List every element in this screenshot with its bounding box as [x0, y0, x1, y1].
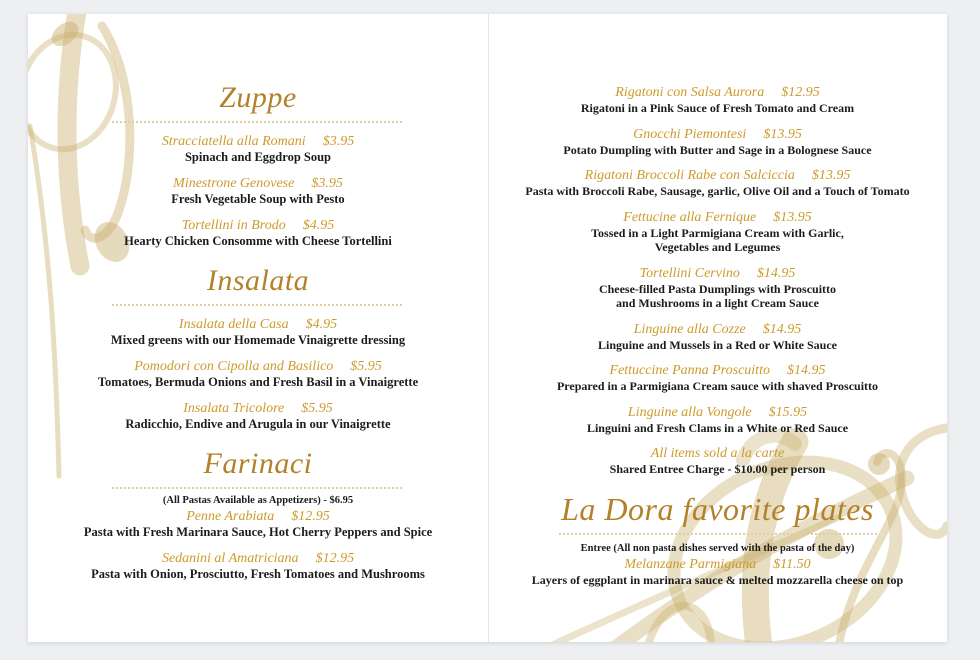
menu-page-right — [489, 14, 946, 642]
menu-item — [489, 84, 946, 116]
item-name: Gnocchi Piemontesi — [633, 126, 747, 142]
menu-item — [28, 508, 488, 540]
item-description-line: Mixed greens with our Homemade Vinaigrette dressing — [110, 333, 406, 347]
item-description — [489, 462, 946, 477]
item-price: $13.95 — [811, 168, 851, 183]
favorites-title: La Dora favorite plates — [561, 490, 874, 527]
item-name: Fettucine alla Fernique — [623, 209, 757, 225]
item-description-line: Hearty Chicken Consomme with Cheese Tortellini — [124, 234, 392, 248]
item-head — [28, 508, 488, 525]
item-name: Penne Arabiata — [186, 509, 275, 524]
menu-item — [28, 316, 488, 348]
item-description-line: Prepared in a Parmigiana Cream sauce with shaved Proscuitto — [556, 379, 879, 393]
menu-item — [489, 445, 946, 477]
section-note: (All Pastas Available as Appetizers) - $6.95 — [162, 495, 354, 506]
item-description-line: Radicchio, Endive and Arugula in our Vinaigrette — [125, 417, 391, 431]
section-items-list — [28, 508, 488, 582]
menu-section — [28, 263, 488, 432]
item-price: $5.95 — [350, 359, 382, 374]
section-divider — [559, 533, 877, 535]
item-description — [28, 150, 488, 165]
menu-item — [489, 126, 946, 158]
item-head — [28, 400, 488, 417]
item-price: $13.95 — [773, 209, 812, 225]
section-divider — [112, 487, 404, 489]
item-price: $14.95 — [762, 321, 802, 337]
item-price: $11.50 — [773, 556, 811, 572]
item-head — [489, 362, 946, 379]
favorites-section — [489, 489, 946, 588]
item-price: $3.95 — [322, 134, 355, 149]
item-description — [28, 192, 488, 207]
item-description — [28, 234, 488, 249]
item-description-line: Fresh Vegetable Soup with Pesto — [171, 192, 345, 206]
item-description-line: Spinach and Eggdrop Soup — [184, 150, 332, 164]
item-head — [489, 404, 946, 421]
section-divider — [112, 304, 404, 306]
menu-item — [489, 265, 946, 311]
item-head — [489, 126, 946, 143]
menu-item — [489, 321, 946, 353]
menu-item — [28, 550, 488, 582]
item-description-line: Linguine and Mussels in a Red or White Sauce — [598, 337, 837, 352]
item-name: Insalata Tricolore — [183, 401, 285, 416]
item-description — [489, 573, 946, 588]
item-description-line: Pasta with Broccoli Rabe, Sausage, garlic, Olive Oil and a Touch of Tomato — [525, 184, 910, 198]
item-description — [28, 567, 488, 582]
item-head — [489, 209, 946, 226]
item-description — [489, 226, 946, 255]
item-name: Insalata della Casa — [178, 317, 289, 332]
item-head — [489, 167, 946, 184]
section-title: Farinaci — [203, 447, 313, 480]
item-name: All items sold a la carte — [650, 446, 785, 461]
item-head — [28, 175, 488, 192]
menu-item — [28, 217, 488, 249]
menu-document — [28, 14, 947, 642]
item-price: $12.95 — [291, 509, 330, 524]
item-name: Linguine alla Vongole — [627, 404, 752, 420]
section-divider — [112, 121, 404, 123]
section-items-list — [28, 133, 488, 249]
item-price: $14.95 — [786, 363, 826, 378]
menu-item — [489, 167, 946, 199]
item-price: $14.95 — [756, 265, 796, 281]
item-price: $13.95 — [763, 126, 802, 142]
item-description — [489, 184, 946, 199]
section-title: Zuppe — [219, 81, 297, 114]
item-description — [489, 143, 946, 158]
favorites-items-list — [489, 556, 946, 588]
menu-item — [489, 404, 946, 436]
item-description-line: Tomatoes, Bermuda Onions and Fresh Basil in a Vinaigrette — [97, 375, 419, 389]
item-description-line: Pasta with Onion, Prosciutto, Fresh Tomatoes and Mushrooms — [91, 567, 425, 581]
favorites-note: Entree (All non pasta dishes served with the pasta of the day) — [580, 542, 855, 554]
item-name: Stracciatella alla Romani — [161, 134, 306, 149]
item-head — [28, 358, 488, 375]
menu-item — [28, 400, 488, 432]
item-description-line: Vegetables and Legumes — [654, 240, 781, 254]
item-description-line: Potato Dumpling with Butter and Sage in a Bolognese Sauce — [563, 142, 872, 157]
section-items-list — [28, 316, 488, 432]
item-description-line: Shared Entree Charge - $10.00 per person — [609, 462, 826, 476]
menu-item — [28, 358, 488, 390]
item-description-line: Layers of eggplant in marinara sauce & melted mozzarella cheese on top — [531, 572, 904, 587]
menu-section — [28, 446, 488, 582]
item-head — [489, 445, 946, 462]
menu-item — [489, 209, 946, 255]
item-head — [489, 556, 946, 573]
item-name: Melanzane Parmigiana — [624, 556, 757, 572]
item-name: Linguine alla Cozze — [633, 321, 746, 337]
item-head — [28, 316, 488, 333]
item-description — [489, 338, 946, 353]
item-description — [489, 282, 946, 311]
item-price: $3.95 — [311, 176, 343, 191]
item-description-line: Linguini and Fresh Clams in a White or Red Sauce — [586, 420, 849, 435]
menu-item — [489, 556, 946, 588]
item-price: $15.95 — [768, 404, 808, 420]
menu-section — [28, 80, 488, 249]
item-head — [489, 321, 946, 338]
item-price: $4.95 — [305, 317, 338, 332]
menu-item — [28, 133, 488, 165]
item-description-line: Pasta with Fresh Marinara Sauce, Hot Cherry Peppers and Spice — [83, 525, 433, 539]
item-name: Sedanini al Amatriciana — [161, 551, 299, 566]
item-name: Minestrone Genovese — [173, 176, 295, 191]
item-description — [28, 333, 488, 348]
item-description-line: Rigatoni in a Pink Sauce of Fresh Tomato and Cream — [580, 101, 855, 115]
item-name: Tortellini in Brodo — [181, 218, 286, 233]
item-head — [28, 217, 488, 234]
item-name: Rigatoni con Salsa Aurora — [615, 85, 765, 100]
item-head — [28, 550, 488, 567]
item-price: $12.95 — [781, 85, 820, 100]
item-name: Fettuccine Panna Proscuitto — [609, 363, 770, 378]
item-description — [28, 525, 488, 540]
item-description-line: and Mushrooms in a light Cream Sauce — [616, 296, 819, 310]
section-title: Insalata — [206, 264, 310, 297]
item-head — [28, 133, 488, 150]
menu-page-left — [28, 14, 488, 642]
menu-item — [28, 175, 488, 207]
item-name: Pomodori con Cipolla and Basilico — [134, 359, 334, 374]
item-head — [489, 84, 946, 101]
pasta-items-list — [489, 84, 946, 477]
menu-item — [489, 362, 946, 394]
item-description — [28, 375, 488, 390]
item-price: $4.95 — [302, 218, 335, 233]
item-name: Rigatoni Broccoli Rabe con Salciccia — [584, 168, 795, 183]
item-name: Tortellini Cervino — [639, 265, 740, 281]
item-head — [489, 265, 946, 282]
item-description — [28, 417, 488, 432]
item-description-line: Tossed in a Light Parmigiana Cream with Garlic, — [591, 225, 844, 240]
item-description-line: Cheese-filled Pasta Dumplings with Proscuitto — [598, 281, 837, 296]
item-description — [489, 379, 946, 394]
item-price: $12.95 — [315, 551, 355, 566]
item-description — [489, 421, 946, 436]
item-price: $5.95 — [301, 401, 333, 416]
item-description — [489, 101, 946, 116]
